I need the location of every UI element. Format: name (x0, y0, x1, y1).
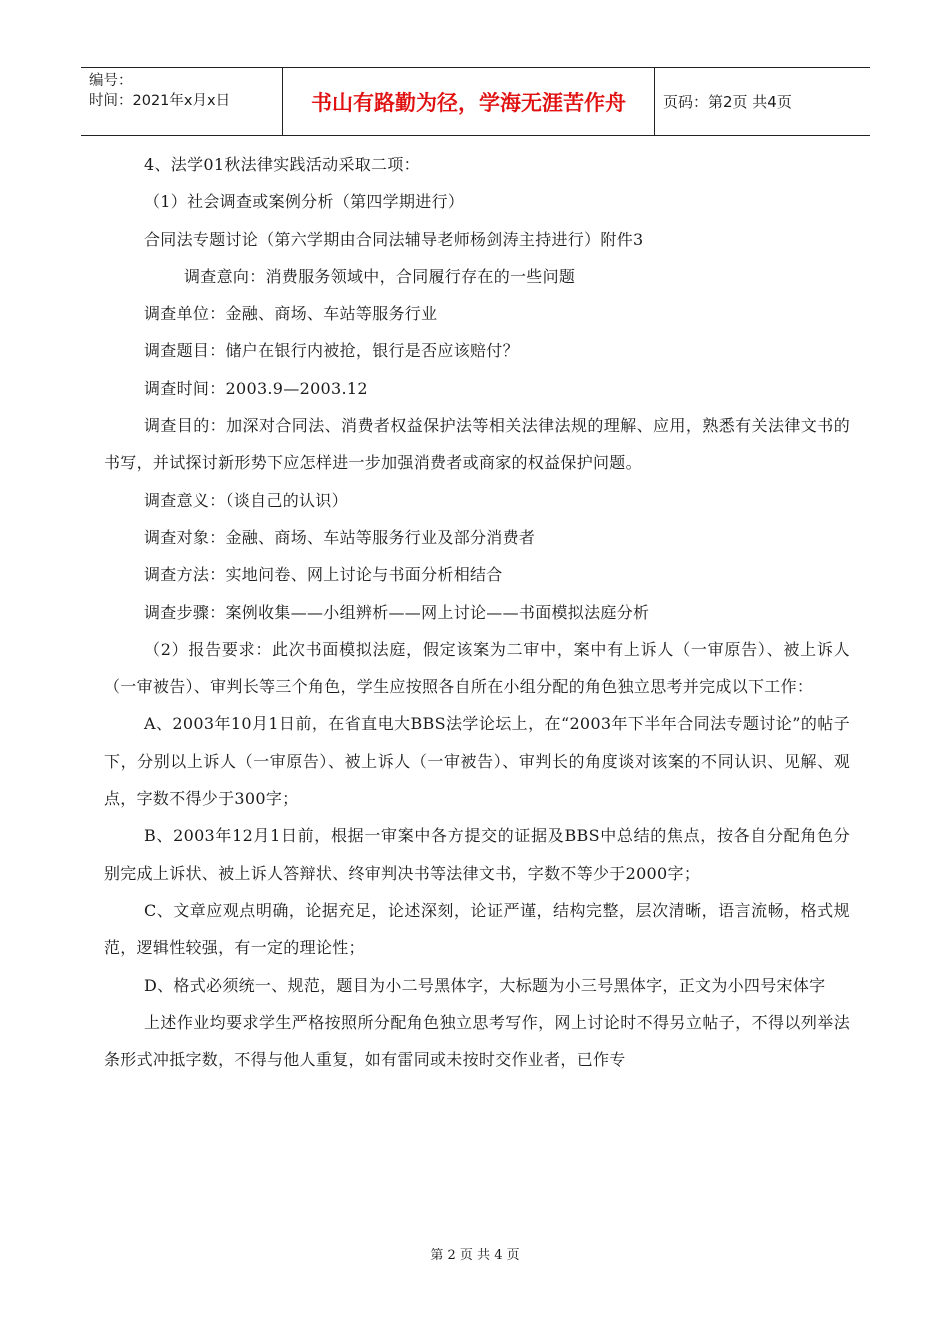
paragraph: 4、法学01秋法律实践活动采取二项： (144, 155, 420, 174)
paragraph: A、2003年10月1日前，在省直电大BBS法学论坛上，在“2003年下半年合同法专题讨论”的帖子下，分别以上诉人（一审原告）、被上诉人（一审被告）、审判长的角度谈对该案的不同认识、见解、观点，字数不得少于300字； (104, 714, 850, 809)
header-page-number: 页码：第2页 共4页 (663, 93, 792, 111)
paragraph: 调查对象：金融、商场、车站等服务行业及部分消费者 (144, 527, 536, 547)
paragraph: 调查时间：2003.9—2003.12 (144, 378, 368, 398)
paragraph: 合同法专题讨论（第六学期由合同法辅导老师杨剑涛主持进行）附件3 (144, 229, 644, 249)
paragraph: 调查步骤：案例收集——小组辨析——网上讨论——书面模拟法庭分析 (144, 602, 650, 622)
paragraph: 调查题目：储户在银行内被抢，银行是否应该赔付？ (144, 341, 519, 361)
paragraph: D、格式必须统一、规范，题目为小二号黑体字，大标题为小三号黑体字，正文为小四号宋体字 (144, 975, 826, 995)
document-time-label: 时间：2021年x月x日 (89, 93, 231, 109)
paragraph: （1）社会调查或案例分析（第四学期进行） (144, 192, 465, 212)
paragraph: 上述作业均要求学生严格按照所分配角色独立思考写作，网上讨论时不得另立帖子，不得以列举法条形式冲抵字数，不得与他人重复，如有雷同或未按时交作业者，已作专 (104, 1012, 850, 1070)
header-info-cell (81, 68, 283, 135)
document-body (104, 146, 850, 1078)
paragraph: 调查意义：（谈自己的认识） (144, 490, 348, 510)
page-footer: 第 2 页 共 4 页 (430, 1248, 520, 1263)
paragraph: 调查目的：加深对合同法、消费者权益保护法等相关法律法规的理解、应用，熟悉有关法律文书的书写，并试探讨新形势下应怎样进一步加强消费者或商家的权益保护问题。 (104, 416, 850, 473)
paragraph: 调查单位：金融、商场、车站等服务行业 (144, 304, 438, 324)
document-number-label: 编号： (89, 73, 133, 89)
page-header (81, 67, 870, 136)
header-motto: 书山有路勤为径，学海无涯苦作舟 (283, 68, 655, 135)
paragraph: （2）报告要求：此次书面模拟法庭，假定该案为二审中，案中有上诉人（一审原告）、被上诉人（一审被告）、审判长等三个角色，学生应按照各自所在小组分配的角色独立思考并完成以下工作： (104, 639, 850, 697)
paragraph: 调查意向：消费服务领域中，合同履行存在的一些问题 (184, 266, 576, 286)
paragraph: 调查方法：实地问卷、网上讨论与书面分析相结合 (144, 565, 503, 585)
paragraph: C、文章应观点明确，论据充足，论述深刻，论证严谨，结构完整，层次清晰，语言流畅，格式规范，逻辑性较强，有一定的理论性； (104, 900, 850, 958)
paragraph: B、2003年12月1日前，根据一审案中各方提交的证据及BBS中总结的焦点，按各自分配角色分别完成上诉状、被上诉人答辩状、终审判决书等法律文书，字数不等少于2000字； (104, 826, 850, 883)
